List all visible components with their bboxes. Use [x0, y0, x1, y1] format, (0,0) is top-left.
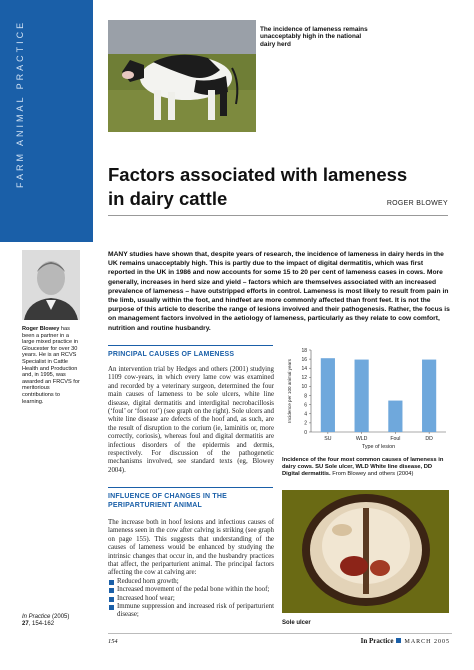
title-divider — [108, 215, 448, 216]
lesion-incidence-chart — [281, 344, 451, 454]
y-tick-label: 6 — [304, 402, 307, 409]
citation-pages: , 154-162 — [28, 621, 55, 627]
section-periparturient-text: The increase both in hoof lesions and infectious causes of lameness seen in the cow after calving is striking (see graph on page 155). This suggests that understanding of the causes of lameness would be enhanced by studying the intrinsic changes that occur in, and the husbandry practices that affect, the periparturient animal. The principal factors affecting the cow at calving are: — [108, 519, 274, 577]
section-causes-text: An intervention trial by Hedges and others (2001) studying 1109 cow-years, in which every lame cow was examined and recorded by a veterinary surgeon, determined the four main causes of lameness to be sole ulcers, white line disease, digital dermatitis and interdigital necrobacillosis (‘foul’ or ‘foot rot’) (see graph on the right). Sole ulcers and white line disease are defects of the hoof and, as such, are the result of disruption to the corium (ie, laminitis or, more correctly, coriosis), whereas foul and digital dermatitis are infectious disorders of the epidermis and dermis, respectively. For discussion of the pathogenetic mechanisms involved, see standard texts (eg, Blowey 2004). — [108, 366, 274, 474]
sole-ulcer-photo — [282, 490, 449, 613]
photo-caption-sole-ulcer: Sole ulcer — [282, 620, 311, 626]
page-number: 154 — [108, 638, 118, 645]
x-tick-label: Foul — [390, 436, 401, 442]
x-tick-label: SU — [324, 436, 332, 442]
bar-dd — [422, 360, 436, 432]
author-portrait — [22, 250, 80, 320]
factor-item: Increased movement of the pedal bone within the hoof; — [108, 586, 274, 594]
citation-journal: In Practice — [22, 614, 51, 620]
y-tick-label: 12 — [301, 375, 307, 382]
section-sidebar — [0, 0, 93, 242]
x-axis-label: Type of lesion — [361, 444, 396, 450]
y-tick-label: 4 — [304, 411, 307, 418]
intro-paragraph: MANY studies have shown that, despite years of research, the incidence of lameness in dairy herds in the UK remains unacceptably high. This is partly due to the impact of digital dermatitis, which was first reported in the UK in 1986 and now accounts for some 15 to 20 per cent of lameness cases in cows. More generally, increases in herd size and yield – factors which are themselves associated with an increased prevalence of lameness – have outstripped efforts in control. Lameness is most likely to result from pain in the limb, usually within the foot, and hindfeet are more commonly affected than front feet. It is not the purpose of this article to describe the range of lesions involved and their pathogenesis. Rather, the focus is on management factors involved in the aetiology of lameness, particularly as they relate to cow comfort, nutrition and routine husbandry. — [108, 251, 450, 332]
section-heading-causes — [108, 345, 273, 359]
author-bio — [22, 326, 82, 405]
citation-volume: 27 — [22, 621, 29, 627]
footer-divider — [108, 633, 452, 634]
bar-foul — [388, 401, 402, 432]
cow-photo — [108, 20, 256, 132]
bar-su — [321, 358, 335, 432]
author-name: ROGER BLOWEY — [386, 200, 448, 207]
bar-wld — [355, 360, 369, 432]
y-tick-label: 8 — [304, 393, 307, 400]
citation — [22, 614, 69, 628]
photo-caption: The incidence of lameness remains unacceptably high in the national dairy herd — [260, 26, 368, 48]
chart-caption-source: From Blowey and others (2004) — [330, 471, 414, 477]
y-tick-label: 2 — [304, 420, 307, 427]
author-bio-name: Roger Blowey — [22, 326, 60, 332]
footer-journal — [361, 637, 450, 645]
footer-journal-name: In Practice — [360, 637, 394, 645]
y-tick-label: 14 — [301, 366, 307, 373]
y-tick-label: 10 — [301, 384, 307, 391]
chart-caption-bold: Incidence of the four most common causes of lameness in dairy cows. SU Sole ulcer, WLD White line disease, DD Digital dermatitis. — [282, 457, 444, 477]
article-title — [108, 163, 448, 216]
footer-date: MARCH 2005 — [404, 639, 450, 645]
title-line-1: Factors associated with lameness — [108, 164, 408, 185]
y-axis-label: Incidence per 100 animal years — [287, 359, 292, 423]
section-periparturient — [108, 519, 274, 620]
title-line-2: in dairy cattle — [108, 188, 228, 209]
footer-square-icon — [396, 638, 401, 643]
x-tick-label: WLD — [355, 436, 368, 442]
section-heading-periparturient — [108, 487, 278, 510]
factor-item: Reduced horn growth; — [108, 578, 274, 586]
section-label: FARM ANIMAL PRACTICE — [15, 20, 25, 189]
factor-list — [108, 578, 274, 620]
section-heading-periparturient-text: INFLUENCE OF CHANGES IN THE PERIPARTURIENT ANIMAL — [108, 493, 227, 509]
y-tick-label: 18 — [301, 347, 307, 354]
author-bio-text: has been a partner in a large mixed practice in Gloucester for over 30 years. He is an RCVS Specialist in Cattle Health and Production and, in 1995, was awarded an FRCVS for meritorious contributions to learning. — [22, 326, 80, 405]
factor-item: Immune suppression and increased risk of periparturient disease; — [108, 603, 274, 620]
section-heading-causes-text: PRINCIPAL CAUSES OF LAMENESS — [108, 351, 235, 358]
y-tick-label: 0 — [304, 429, 307, 436]
x-tick-label: DD — [425, 436, 433, 442]
chart-caption — [282, 457, 450, 478]
factor-item: Increased hoof wear; — [108, 595, 274, 603]
citation-year: (2005) — [50, 614, 70, 620]
y-tick-label: 16 — [301, 356, 307, 363]
